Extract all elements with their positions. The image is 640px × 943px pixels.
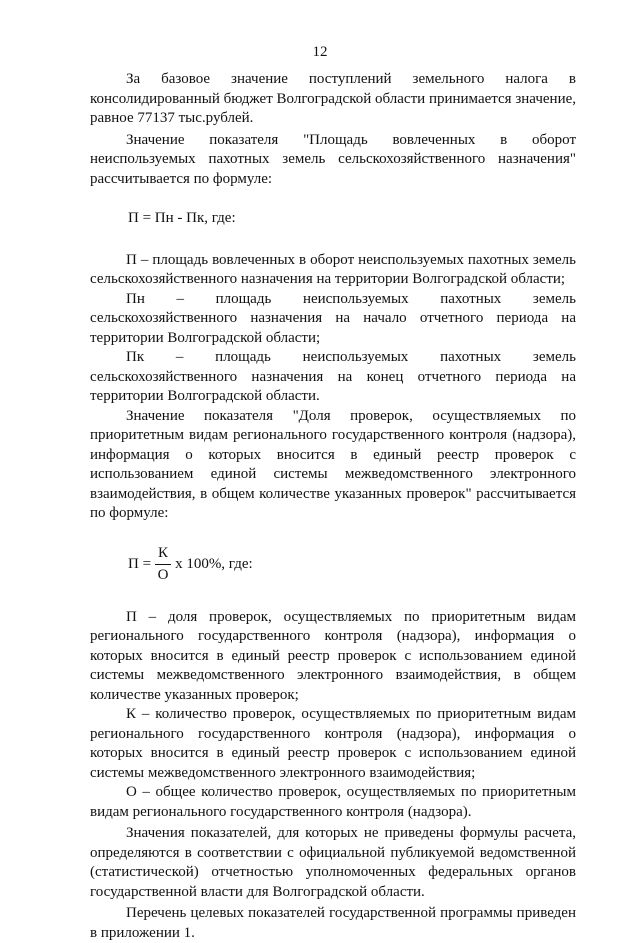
definition-share-p: П – доля проверок, осуществляемых по приоритетным видам регионального государственного контроля (надзора), информация о которых вносится в единый реестр проверок с использованием единой системы межведомственного электронного взаимодействия, в общем количестве указанных проверок; [90,608,576,703]
formula-share [128,544,576,586]
page-number: 12 [312,44,328,60]
formula-rhs: х 100%, где: [175,555,253,572]
definition-p: П – площадь вовлеченных в оборот неиспользуемых пахотных земель сельскохозяйственного назначения на территории Волгоградской области; [90,251,576,287]
document-body [90,70,576,943]
paragraph-appendix-reference: Перечень целевых показателей государственной программы приведен в приложении 1. [90,905,576,941]
definition-pn: Пн – площадь неиспользуемых пахотных земель сельскохозяйственного назначения на начало отчетного периода на территории Волгоградской области; [90,290,576,346]
paragraph-indicator-share: Значение показателя "Доля проверок, осуществляемых по приоритетным видам регионального государственного контроля (надзора), информация о которых вносится в единый реестр проверок с использованием единой системы межведомственного электронного взаимодействия, в общем количестве указанных проверок" рассчитывается по формуле: [90,407,576,521]
formula-numerator: К [155,544,171,566]
formula-lhs: П = [128,555,152,572]
paragraph-other-indicators: Значения показателей, для которых не приведены формулы расчета, определяются в соответствии с официальной публикуемой ведомственной (статистической) отчетностью уполномоченных федеральных органов государственной власти для Волгоградской области. [90,825,576,900]
formula-fraction [155,544,171,586]
formula-denominator: О [157,567,169,583]
formula-area: П = Пн - Пк, где: [128,210,236,226]
definition-share-k: К – количество проверок, осуществляемых по приоритетным видам регионального государственного контроля (надзора), информация о которых вносится в единый реестр проверок с использованием единой системы межведомственного электронного взаимодействия; [90,706,576,781]
paragraph-base-value: За базовое значение поступлений земельного налога в консолидированный бюджет Волгоградской области принимается значение, равное 77137 тыс.рублей. [90,71,576,126]
definition-pk: Пк – площадь неиспользуемых пахотных земель сельскохозяйственного назначения на конец отчетного периода на территории Волгоградской области. [90,349,576,404]
paragraph-indicator-area: Значение показателя "Площадь вовлеченных в оборот неиспользуемых пахотных земель сельскохозяйственного назначения" рассчитывается по формуле: [90,131,576,187]
definition-share-o: О – общее количество проверок, осуществляемых по приоритетным видам регионального государственного контроля (надзора). [90,784,576,820]
